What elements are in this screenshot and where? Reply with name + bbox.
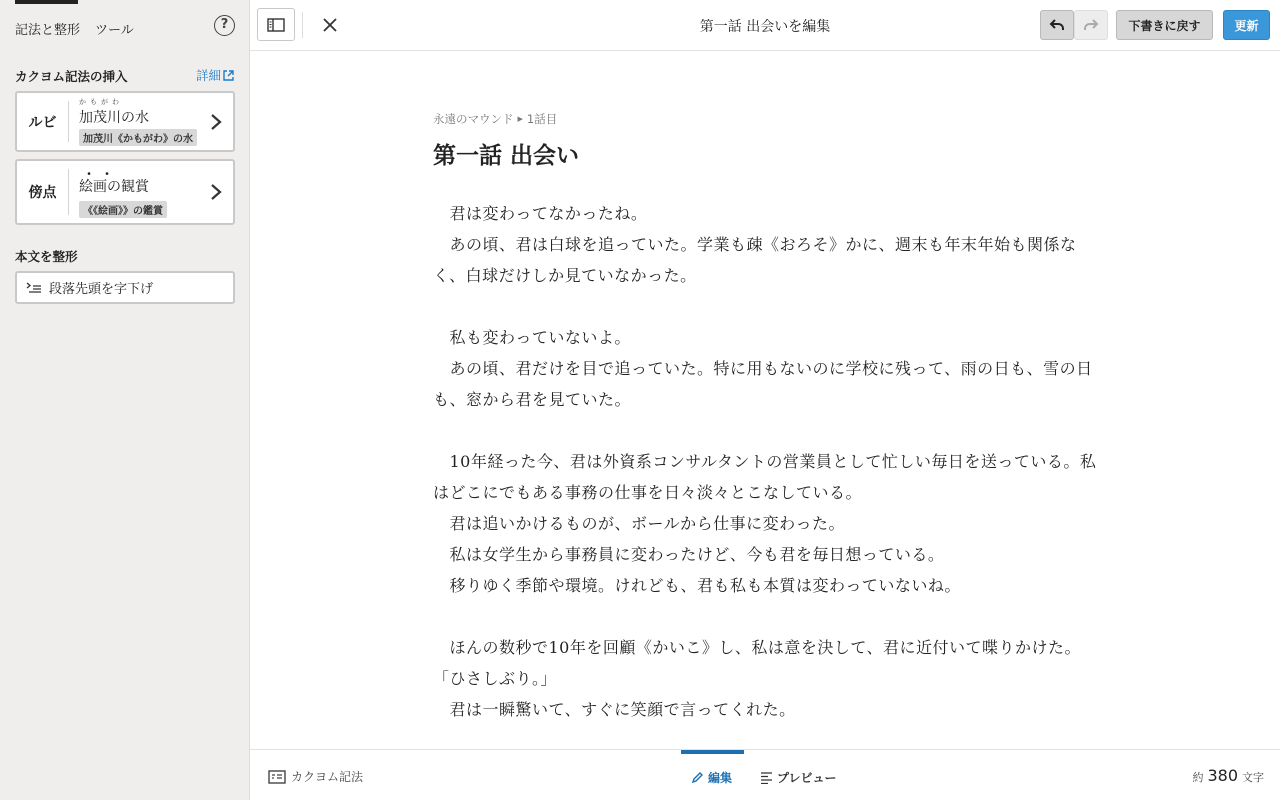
preview-mode-tab[interactable] bbox=[760, 769, 837, 786]
top-bar bbox=[250, 0, 1280, 51]
body-line: 君は追いかけるものが、ボールから仕事に変わった。 bbox=[433, 514, 846, 533]
body-line: 私も変わっていないよ。 bbox=[433, 328, 631, 347]
card-divider bbox=[68, 101, 69, 142]
sidebar-toggle-button[interactable] bbox=[257, 8, 295, 41]
close-button[interactable] bbox=[318, 13, 342, 37]
sidebar-tabs bbox=[15, 19, 134, 38]
sidebar bbox=[0, 0, 250, 800]
episode-title[interactable]: 第一話 出会い bbox=[433, 143, 580, 169]
chevron-right-icon bbox=[208, 113, 224, 131]
preview-icon bbox=[760, 772, 773, 784]
pencil-icon bbox=[691, 771, 704, 784]
episode-number: 1話目 bbox=[526, 112, 558, 126]
active-tab-indicator bbox=[15, 0, 78, 4]
emphasis-card[interactable] bbox=[15, 159, 235, 225]
tab-tools[interactable]: ツール bbox=[95, 23, 134, 38]
tab-notation-format[interactable]: 記法と整形 bbox=[15, 23, 81, 38]
notation-icon bbox=[268, 770, 286, 784]
ruby-example-text: 加茂川の水 bbox=[79, 110, 149, 126]
notation-label: カクヨム記法 bbox=[291, 770, 364, 784]
edit-tab-label: 編集 bbox=[708, 771, 733, 785]
body-line bbox=[433, 601, 1103, 632]
undo-icon bbox=[1049, 18, 1065, 32]
undo-button[interactable] bbox=[1040, 10, 1074, 40]
body-line: 移りゆく季節や環境。けれども、君も私も本質は変わっていないね。 bbox=[433, 576, 961, 595]
help-icon[interactable]: ? bbox=[214, 15, 235, 36]
breadcrumb-separator-icon: ▶ bbox=[517, 115, 523, 123]
close-icon bbox=[322, 17, 338, 33]
revert-to-draft-button[interactable]: 下書きに戻す bbox=[1116, 10, 1213, 40]
body-line: ほんの数秒で10年を回顧《かいこ》し、私は意を決して、君に近付いて喋りかけた。 bbox=[433, 638, 1082, 657]
work-title: 永遠のマウンド bbox=[433, 112, 514, 126]
ruby-syntax-chip: 加茂川《かもがわ》の水 bbox=[79, 129, 197, 146]
ruby-reading: かもがわ bbox=[79, 98, 123, 106]
format-section-title: 本文を整形 bbox=[15, 249, 78, 264]
detail-link[interactable] bbox=[196, 66, 234, 84]
body-line bbox=[433, 415, 1103, 446]
redo-button[interactable] bbox=[1074, 10, 1108, 40]
breadcrumb bbox=[433, 111, 557, 127]
body-line: 「ひさしぶり。」 bbox=[433, 669, 558, 688]
indent-icon bbox=[26, 281, 42, 295]
body-line bbox=[433, 291, 1103, 322]
body-line: 10年経った今、君は外資系コンサルタントの営業員として忙しい毎日を送っている。私はどこにでもある事務の仕事を日々淡々とこなしている。 bbox=[433, 452, 1097, 502]
body-line: 君は一瞬驚いて、すぐに笑顔で言ってくれた。 bbox=[433, 700, 796, 719]
ruby-card[interactable] bbox=[15, 91, 235, 152]
edit-mode-tab[interactable] bbox=[691, 769, 732, 786]
page-title: 第一話 出会いを編集 bbox=[699, 19, 831, 35]
toolbar-divider bbox=[302, 12, 303, 38]
sidebar-toggle-icon bbox=[267, 18, 285, 32]
external-link-icon bbox=[223, 70, 234, 81]
update-button[interactable]: 更新 bbox=[1223, 10, 1270, 40]
body-line: あの頃、君だけを目で追っていた。特に用もないのに学校に残って、雨の日も、雪の日も、窓から君を見ていた。 bbox=[433, 359, 1093, 409]
indent-button-label: 段落先頭を字下げ bbox=[49, 282, 154, 297]
card-divider bbox=[68, 169, 69, 215]
count-suffix: 文字 bbox=[1242, 771, 1264, 784]
ruby-card-label: ルビ bbox=[28, 114, 57, 131]
emphasis-example-text: 絵画の観賞 bbox=[79, 179, 149, 195]
editor-area[interactable] bbox=[250, 51, 1280, 749]
kakuyomu-notation-toggle[interactable] bbox=[268, 768, 363, 785]
detail-link-label: 詳細 bbox=[196, 68, 222, 83]
body-line: 私は女学生から事務員に変わったけど、今も君を毎日想っている。 bbox=[433, 545, 945, 564]
edit-tab-indicator bbox=[681, 750, 744, 754]
bottom-bar bbox=[250, 749, 1280, 800]
episode-body-text[interactable] bbox=[433, 198, 1103, 725]
preview-tab-label: プレビュー bbox=[777, 771, 837, 785]
character-count bbox=[1192, 766, 1264, 785]
count-value: 380 bbox=[1207, 766, 1238, 785]
count-prefix: 約 bbox=[1192, 771, 1204, 784]
emphasis-syntax-chip: 《《絵画》》の鑑賞 bbox=[79, 201, 167, 218]
emphasis-card-label: 傍点 bbox=[28, 185, 57, 201]
insert-section-title: カクヨム記法の挿入 bbox=[15, 69, 128, 84]
redo-icon bbox=[1083, 18, 1099, 32]
indent-paragraphs-button[interactable] bbox=[15, 271, 235, 304]
emphasis-dots: ・・ bbox=[83, 167, 120, 181]
body-line: あの頃、君は白球を追っていた。学業も疎《おろそ》かに、週末も年末年始も関係なく、白球だけしか見ていなかった。 bbox=[433, 235, 1077, 285]
body-line: 君は変わってなかったね。 bbox=[433, 204, 648, 223]
chevron-right-icon bbox=[208, 183, 224, 201]
